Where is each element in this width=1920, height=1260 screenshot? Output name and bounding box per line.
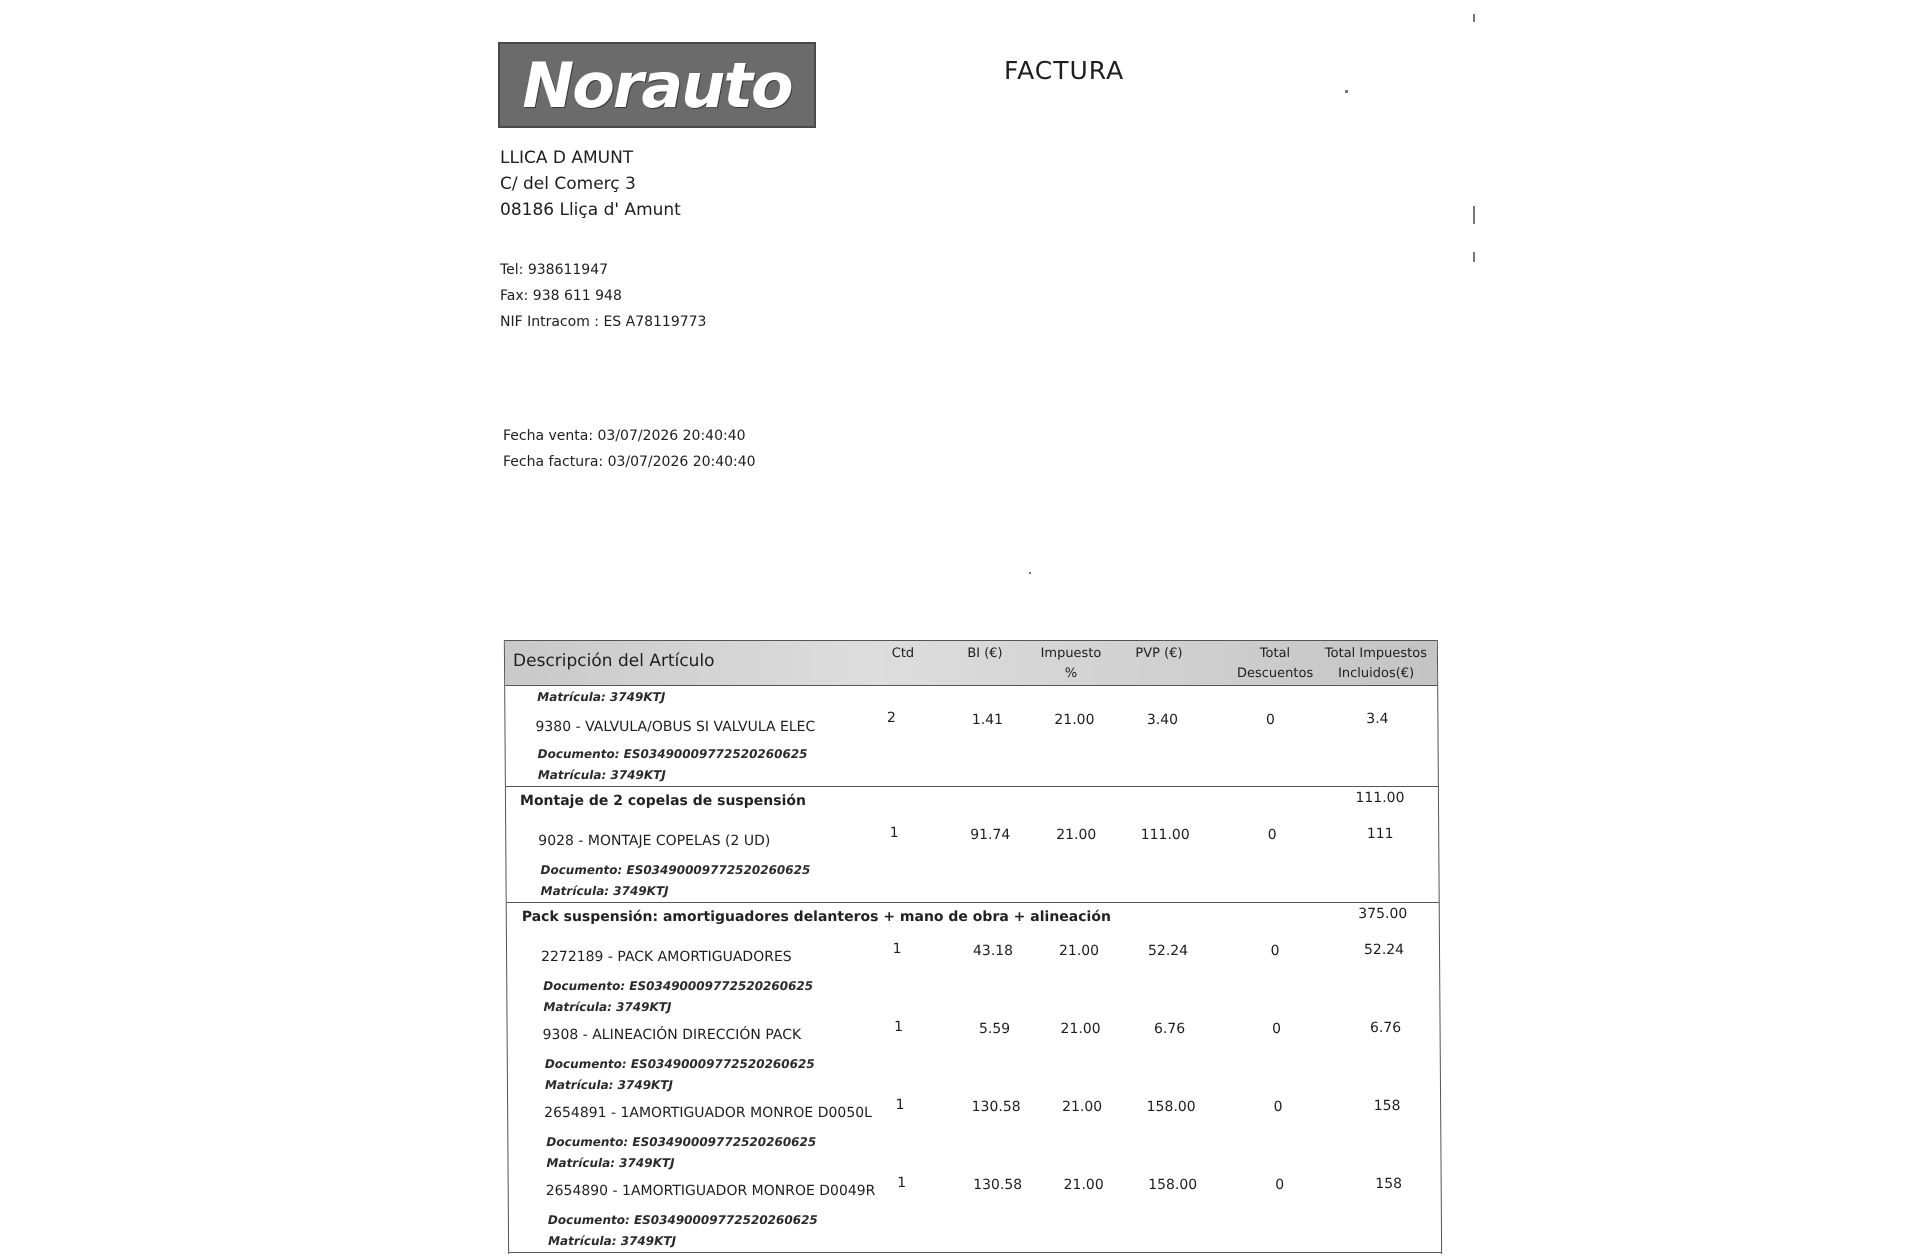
item-qty: 1 — [889, 825, 899, 841]
item-qty: 1 — [897, 1175, 907, 1191]
item-bi: 130.58 — [971, 1099, 1021, 1115]
header-tax — [1031, 644, 1111, 684]
item-total: 52.24 — [1363, 942, 1405, 958]
plate-label: Matrícula: 3749KTJ — [537, 690, 666, 704]
scan-speck — [1473, 206, 1475, 224]
item-bi: 91.74 — [970, 827, 1011, 843]
document-code: Documento: ES03490009772520260625 — [544, 1057, 815, 1071]
section-divider — [507, 902, 1439, 903]
store-city: 08186 Lliça d' Amunt — [500, 200, 681, 220]
item-discount: 0 — [1265, 712, 1275, 728]
item-qty: 1 — [892, 941, 902, 957]
scan-speck — [1345, 90, 1348, 93]
item-discount: 0 — [1267, 827, 1277, 843]
item-description: 2654891 - 1AMORTIGUADOR MONROE D0050L — [544, 1105, 872, 1121]
store-nif: NIF Intracom : ES A78119773 — [500, 314, 707, 330]
header-tax-line2: % — [1064, 666, 1078, 681]
item-bi: 5.59 — [978, 1021, 1011, 1037]
items-table — [504, 640, 1442, 1254]
header-total-line1: Total Impuestos — [1324, 646, 1428, 661]
group-total: 111.00 — [1355, 790, 1405, 806]
group-title: Pack suspensión: amortiguadores delanteros + mano de obra + alineación — [521, 909, 1111, 925]
item-total: 3.4 — [1366, 711, 1389, 727]
item-pvp: 111.00 — [1140, 827, 1190, 843]
header-bi: BI (€) — [967, 646, 1003, 661]
item-bi: 43.18 — [972, 943, 1014, 959]
item-qty: 1 — [894, 1019, 904, 1035]
store-fax: Fax: 938 611 948 — [500, 288, 622, 304]
item-tax: 21.00 — [1054, 712, 1095, 728]
header-description: Descripción del Artículo — [512, 651, 715, 671]
scan-speck — [1473, 252, 1475, 262]
item-pvp: 158.00 — [1148, 1177, 1198, 1193]
header-qty: Ctd — [891, 646, 915, 661]
sale-date: Fecha venta: 03/07/2026 20:40:40 — [503, 428, 746, 444]
item-pvp: 6.76 — [1153, 1021, 1186, 1037]
item-qty: 2 — [886, 710, 896, 726]
plate-label: Matrícula: 3749KTJ — [548, 1234, 677, 1248]
item-qty: 1 — [895, 1097, 905, 1113]
item-pvp: 158.00 — [1146, 1099, 1196, 1115]
item-tax: 21.00 — [1062, 1099, 1103, 1115]
item-tax: 21.00 — [1060, 1021, 1101, 1037]
item-total: 158 — [1373, 1098, 1401, 1114]
item-tax: 21.00 — [1056, 827, 1097, 843]
document-code: Documento: ES03490009772520260625 — [547, 1213, 818, 1227]
item-tax: 21.00 — [1063, 1177, 1104, 1193]
document-title: FACTURA — [1004, 56, 1125, 85]
item-description: 9308 - ALINEACIÓN DIRECCIÓN PACK — [542, 1027, 802, 1043]
document-code: Documento: ES03490009772520260625 — [546, 1135, 817, 1149]
plate-label: Matrícula: 3749KTJ — [543, 1000, 672, 1014]
item-bi: 130.58 — [973, 1177, 1023, 1193]
item-discount: 0 — [1272, 1021, 1282, 1037]
invoice-date: Fecha factura: 03/07/2026 20:40:40 — [503, 454, 756, 470]
document-code: Documento: ES03490009772520260625 — [540, 863, 811, 877]
table-bottom-border — [509, 1252, 1441, 1253]
header-tax-line1: Impuesto — [1040, 646, 1102, 661]
plate-label: Matrícula: 3749KTJ — [540, 884, 669, 898]
document-code: Documento: ES03490009772520260625 — [543, 979, 814, 993]
item-description: 9380 - VALVULA/OBUS SI VALVULA ELEC — [535, 719, 816, 735]
plate-label: Matrícula: 3749KTJ — [537, 768, 666, 782]
header-pvp: PVP (€) — [1135, 646, 1183, 661]
norauto-logo — [498, 42, 816, 128]
header-discounts — [1225, 644, 1325, 684]
plate-label: Matrícula: 3749KTJ — [546, 1156, 675, 1170]
store-street: C/ del Comerç 3 — [500, 174, 636, 194]
plate-label: Matrícula: 3749KTJ — [544, 1078, 674, 1092]
header-total — [1317, 644, 1435, 684]
header-disc-line1: Total — [1259, 646, 1291, 661]
section-divider — [506, 786, 1438, 787]
group-title: Montaje de 2 copelas de suspensión — [519, 793, 806, 809]
group-total: 375.00 — [1358, 906, 1408, 922]
item-pvp: 52.24 — [1147, 943, 1189, 959]
item-total: 158 — [1375, 1176, 1403, 1192]
scan-speck — [1473, 14, 1475, 22]
item-total: 6.76 — [1369, 1020, 1402, 1036]
item-discount: 0 — [1270, 943, 1280, 959]
item-discount: 0 — [1273, 1099, 1283, 1115]
document-code: Documento: ES03490009772520260625 — [537, 747, 808, 761]
store-name: LLICA D AMUNT — [500, 148, 634, 168]
item-pvp: 3.40 — [1146, 712, 1179, 728]
item-description: 2654890 - 1AMORTIGUADOR MONROE D0049R — [545, 1183, 876, 1199]
table-header — [505, 640, 1437, 686]
item-description: 9028 - MONTAJE COPELAS (2 UD) — [538, 833, 771, 849]
header-disc-line2: Descuentos — [1236, 666, 1314, 681]
logo-text: Norauto — [522, 48, 792, 122]
item-description: 2272189 - PACK AMORTIGUADORES — [541, 949, 792, 965]
item-total: 111 — [1366, 826, 1394, 842]
store-tel: Tel: 938611947 — [500, 262, 609, 278]
item-tax: 21.00 — [1058, 943, 1100, 959]
item-bi: 1.41 — [971, 712, 1004, 728]
header-total-line2: Incluidos(€) — [1337, 666, 1415, 681]
item-discount: 0 — [1275, 1177, 1285, 1193]
scan-speck — [1029, 572, 1031, 574]
